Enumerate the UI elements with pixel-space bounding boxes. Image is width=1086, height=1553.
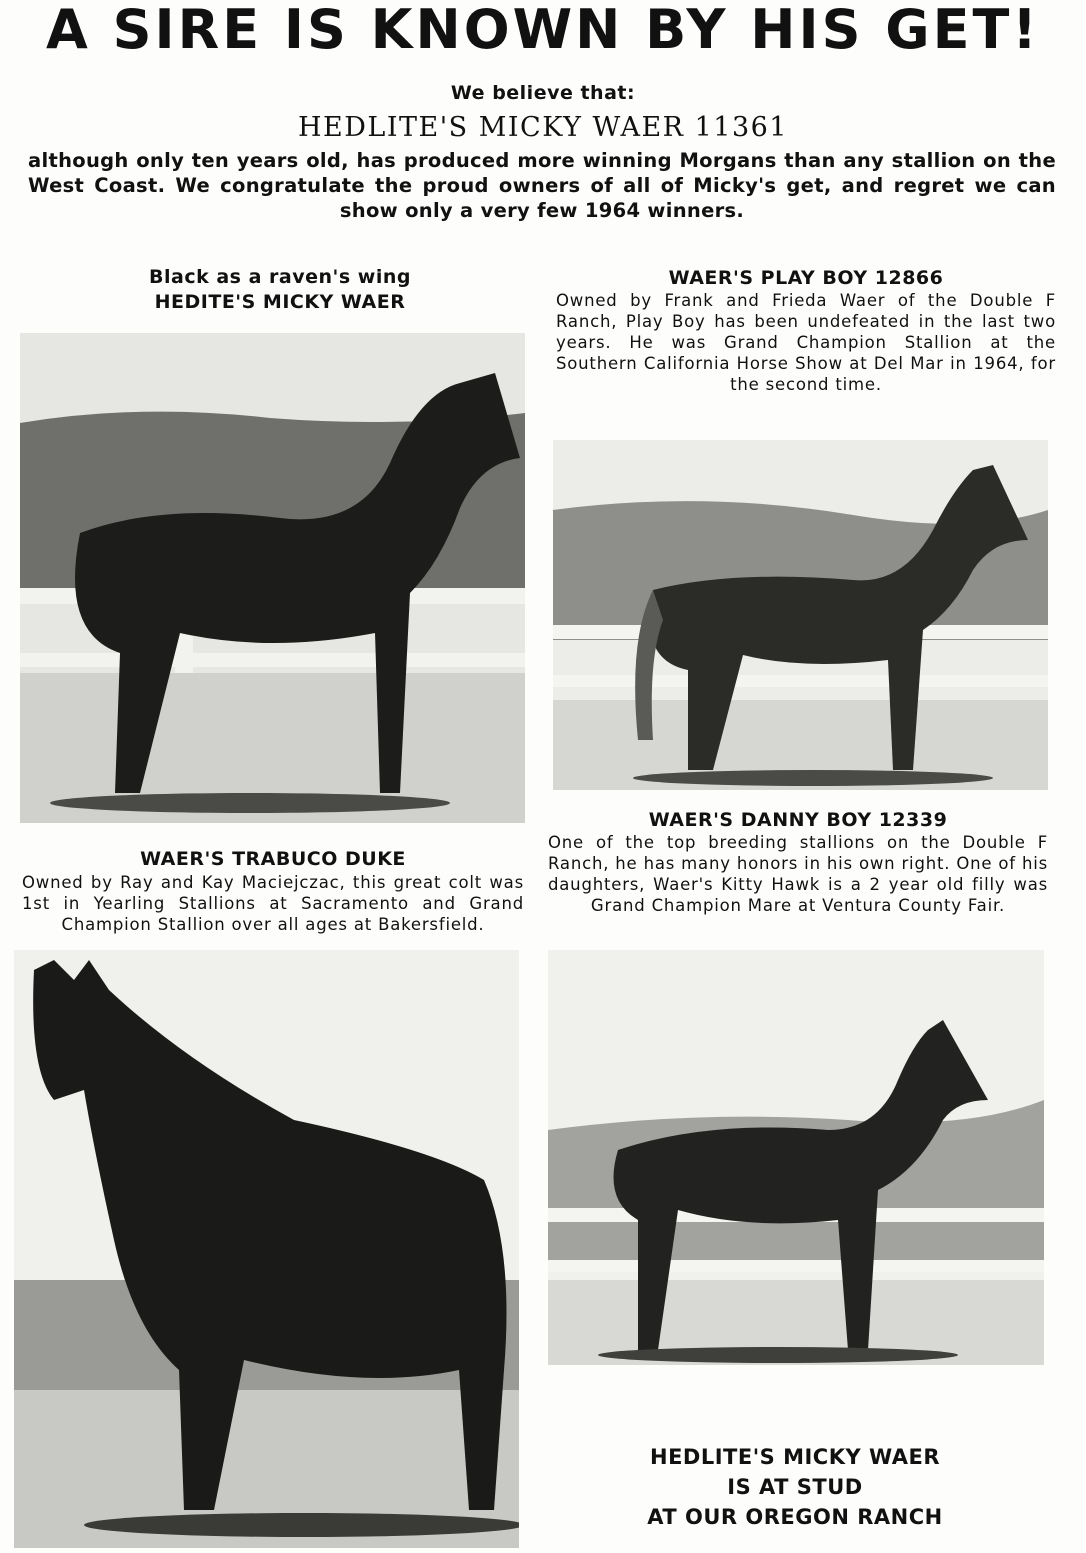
sire-name: HEDLITE'S MICKY WAER 11361	[298, 112, 788, 143]
trabuco-duke-photo	[14, 950, 519, 1548]
trabuco-duke-text: Owned by Ray and Kay Maciejczac, this great colt was 1st in Yearling Stallions at Sacramento and Grand Champion Stallion over all ages at Bakersfield.	[22, 873, 524, 934]
sire-photo	[20, 333, 525, 823]
sire-caption-line1: Black as a raven's wing	[149, 266, 411, 288]
danny-boy-text: One of the top breeding stallions on the Double F Ranch, he has many honors in his own right. One of his daughters, Waer's Kitty Hawk is a 2 year old filly was Grand Champion Mare at Ventura County Fair.	[548, 833, 1048, 915]
stud-line2: IS AT STUD	[727, 1475, 863, 1499]
stud-line3: AT OUR OREGON RANCH	[647, 1505, 943, 1529]
stud-line1: HEDLITE'S MICKY WAER	[650, 1445, 940, 1469]
believe-line: We believe that:	[450, 82, 636, 104]
sire-caption-line2: HEDITE'S MICKY WAER	[154, 291, 406, 313]
play-boy-title: WAER'S PLAY BOY 12866	[668, 267, 944, 289]
play-boy-text: Owned by Frank and Frieda Waer of the Double F Ranch, Play Boy has been undefeated in the last two years. He was Grand Champion Stallion at the Southern California Horse Show at Del Mar in 1964, for the second time.	[556, 291, 1056, 394]
headline: A SIRE IS KNOWN BY HIS GET!	[46, 0, 1040, 61]
trabuco-duke-title: WAER'S TRABUCO DUKE	[140, 848, 406, 870]
danny-boy-photo	[548, 950, 1044, 1365]
intro-paragraph: although only ten years old, has produced more winning Morgans than any stallion on the West Coast. We congratulate the proud owners of all of Micky's get, and regret we can show only a very few 1964 winners.	[28, 149, 1056, 222]
play-boy-photo	[553, 440, 1048, 790]
danny-boy-title: WAER'S DANNY BOY 12339	[648, 809, 948, 831]
stud-notice	[600, 1442, 990, 1532]
